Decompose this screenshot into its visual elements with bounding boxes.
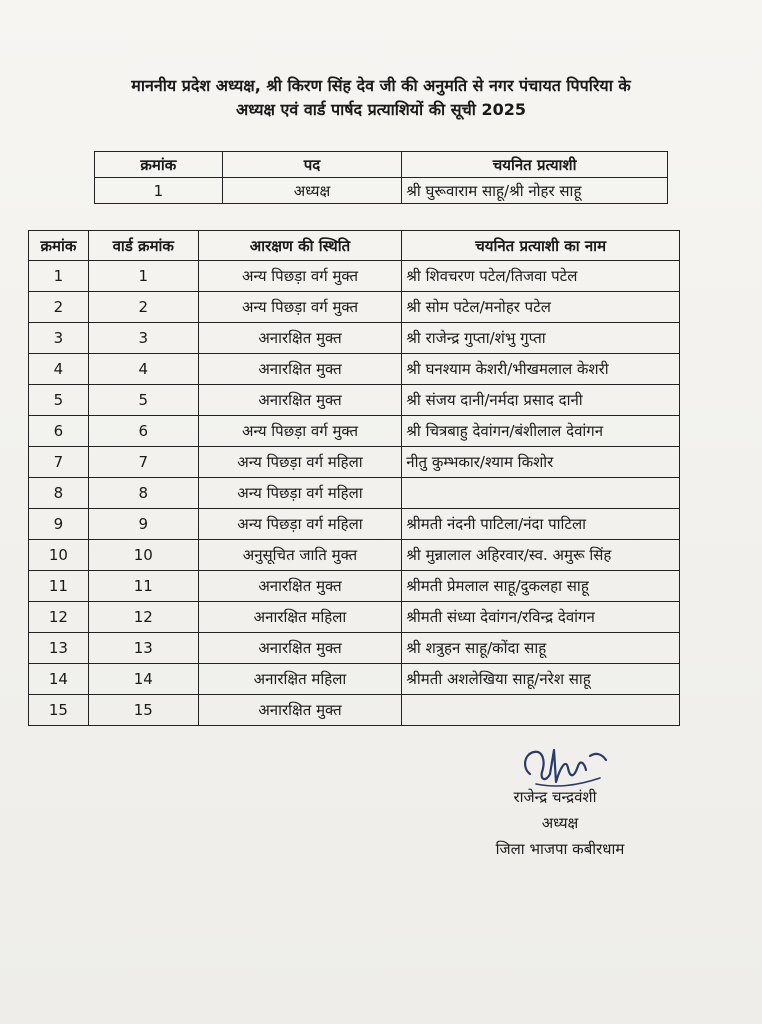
cell-ward: 13: [88, 633, 198, 664]
table-row: [29, 385, 680, 416]
col-header-reservation: आरक्षण की स्थिति: [198, 231, 402, 261]
cell-ward: 3: [88, 323, 198, 354]
table-row: [29, 633, 680, 664]
cell-reservation: अन्य पिछड़ा वर्ग महिला: [198, 478, 402, 509]
heading-line-2: अध्यक्ष एवं वार्ड पार्षद प्रत्याशियों की सूची 2025: [235, 100, 526, 119]
signatory-name: राजेन्द्र चन्द्रवंशी: [513, 788, 597, 806]
cell-serial: 6: [29, 416, 89, 447]
cell-candidate: श्री सोम पटेल/मनोहर पटेल: [402, 292, 680, 323]
cell-ward: 4: [88, 354, 198, 385]
cell-ward: 12: [88, 602, 198, 633]
cell-post: अध्यक्ष: [222, 178, 402, 204]
cell-candidate: श्री घुरूवाराम साहू/श्री नोहर साहू: [402, 178, 668, 204]
col-header-candidate: चयनित प्रत्याशी: [402, 152, 668, 178]
cell-serial: 1: [29, 261, 89, 292]
table-row: [29, 664, 680, 695]
cell-reservation: अनारक्षित महिला: [198, 602, 402, 633]
cell-reservation: अन्य पिछड़ा वर्ग मुक्त: [198, 416, 402, 447]
cell-serial: 4: [29, 354, 89, 385]
cell-ward: 7: [88, 447, 198, 478]
cell-candidate: श्री संजय दानी/नर्मदा प्रसाद दानी: [402, 385, 680, 416]
cell-reservation: अनारक्षित मुक्त: [198, 354, 402, 385]
cell-reservation: अन्य पिछड़ा वर्ग महिला: [198, 447, 402, 478]
cell-serial: 8: [29, 478, 89, 509]
cell-ward: 11: [88, 571, 198, 602]
cell-ward: 14: [88, 664, 198, 695]
cell-candidate: श्रीमती नंदनी पाटिला/नंदा पाटिला: [402, 509, 680, 540]
table-row: [29, 354, 680, 385]
col-header-post: पद: [222, 152, 402, 178]
table-row: [29, 447, 680, 478]
cell-candidate: श्री राजेन्द्र गुप्ता/शंभु गुप्ता: [402, 323, 680, 354]
table-row: [29, 323, 680, 354]
cell-reservation: अन्य पिछड़ा वर्ग मुक्त: [198, 261, 402, 292]
cell-candidate: श्री शत्रुहन साहू/कोंदा साहू: [402, 633, 680, 664]
president-table-header: [95, 152, 668, 178]
cell-reservation: अनारक्षित मुक्त: [198, 633, 402, 664]
table-row: [29, 571, 680, 602]
cell-candidate: श्री मुन्नालाल अहिरवार/स्व. अमुरू सिंह: [402, 540, 680, 571]
cell-candidate: श्रीमती संध्या देवांगन/रविन्द्र देवांगन: [402, 602, 680, 633]
cell-reservation: अन्य पिछड़ा वर्ग महिला: [198, 509, 402, 540]
signatory-designation: अध्यक्ष: [541, 814, 579, 832]
cell-reservation: अनारक्षित मुक्त: [198, 571, 402, 602]
table-row: [29, 478, 680, 509]
signatory-organization: जिला भाजपा कबीरधाम: [495, 840, 625, 858]
ward-table: [28, 230, 680, 726]
cell-reservation: अनारक्षित महिला: [198, 664, 402, 695]
signatory-block: [470, 784, 650, 862]
cell-ward: 6: [88, 416, 198, 447]
cell-serial: 11: [29, 571, 89, 602]
heading-line-1: माननीय प्रदेश अध्यक्ष, श्री किरण सिंह देव जी की अनुमति से नगर पंचायत पिपरिया के: [131, 76, 631, 95]
cell-reservation: अनारक्षित मुक्त: [198, 695, 402, 726]
cell-reservation: अनुसूचित जाति मुक्त: [198, 540, 402, 571]
table-row: [29, 695, 680, 726]
cell-serial: 15: [29, 695, 89, 726]
cell-candidate: नीतु कुम्भकार/श्याम किशोर: [402, 447, 680, 478]
cell-ward: 8: [88, 478, 198, 509]
cell-candidate: [402, 478, 680, 509]
table-row: [29, 292, 680, 323]
col-header-serial: क्रमांक: [29, 231, 89, 261]
cell-ward: 1: [88, 261, 198, 292]
table-row: [29, 540, 680, 571]
cell-ward: 5: [88, 385, 198, 416]
cell-ward: 2: [88, 292, 198, 323]
document-heading: [30, 74, 732, 122]
table-row: [29, 602, 680, 633]
cell-serial: 13: [29, 633, 89, 664]
table-row: [29, 261, 680, 292]
col-header-serial: क्रमांक: [95, 152, 223, 178]
table-row: [95, 178, 668, 204]
cell-ward: 15: [88, 695, 198, 726]
cell-reservation: अनारक्षित मुक्त: [198, 323, 402, 354]
cell-candidate: श्री घनश्याम केशरी/भीखमलाल केशरी: [402, 354, 680, 385]
president-table: [94, 151, 668, 204]
cell-reservation: अनारक्षित मुक्त: [198, 385, 402, 416]
table-row: [29, 416, 680, 447]
cell-ward: 9: [88, 509, 198, 540]
cell-serial: 10: [29, 540, 89, 571]
cell-serial: 9: [29, 509, 89, 540]
cell-serial: 2: [29, 292, 89, 323]
cell-candidate: [402, 695, 680, 726]
cell-serial: 14: [29, 664, 89, 695]
cell-serial: 5: [29, 385, 89, 416]
cell-candidate: श्रीमती प्रेमलाल साहू/दुकलहा साहू: [402, 571, 680, 602]
cell-serial: 3: [29, 323, 89, 354]
table-row: [29, 509, 680, 540]
cell-reservation: अन्य पिछड़ा वर्ग मुक्त: [198, 292, 402, 323]
cell-serial: 7: [29, 447, 89, 478]
cell-serial: 12: [29, 602, 89, 633]
cell-candidate: श्री चित्रबाहु देवांगन/बंशीलाल देवांगन: [402, 416, 680, 447]
cell-ward: 10: [88, 540, 198, 571]
ward-table-header: [29, 231, 680, 261]
cell-candidate: श्री शिवचरण पटेल/तिजवा पटेल: [402, 261, 680, 292]
col-header-ward: वार्ड क्रमांक: [88, 231, 198, 261]
cell-serial: 1: [95, 178, 223, 204]
cell-candidate: श्रीमती अशलेखिया साहू/नरेश साहू: [402, 664, 680, 695]
col-header-candidate-name: चयनित प्रत्याशी का नाम: [402, 231, 680, 261]
